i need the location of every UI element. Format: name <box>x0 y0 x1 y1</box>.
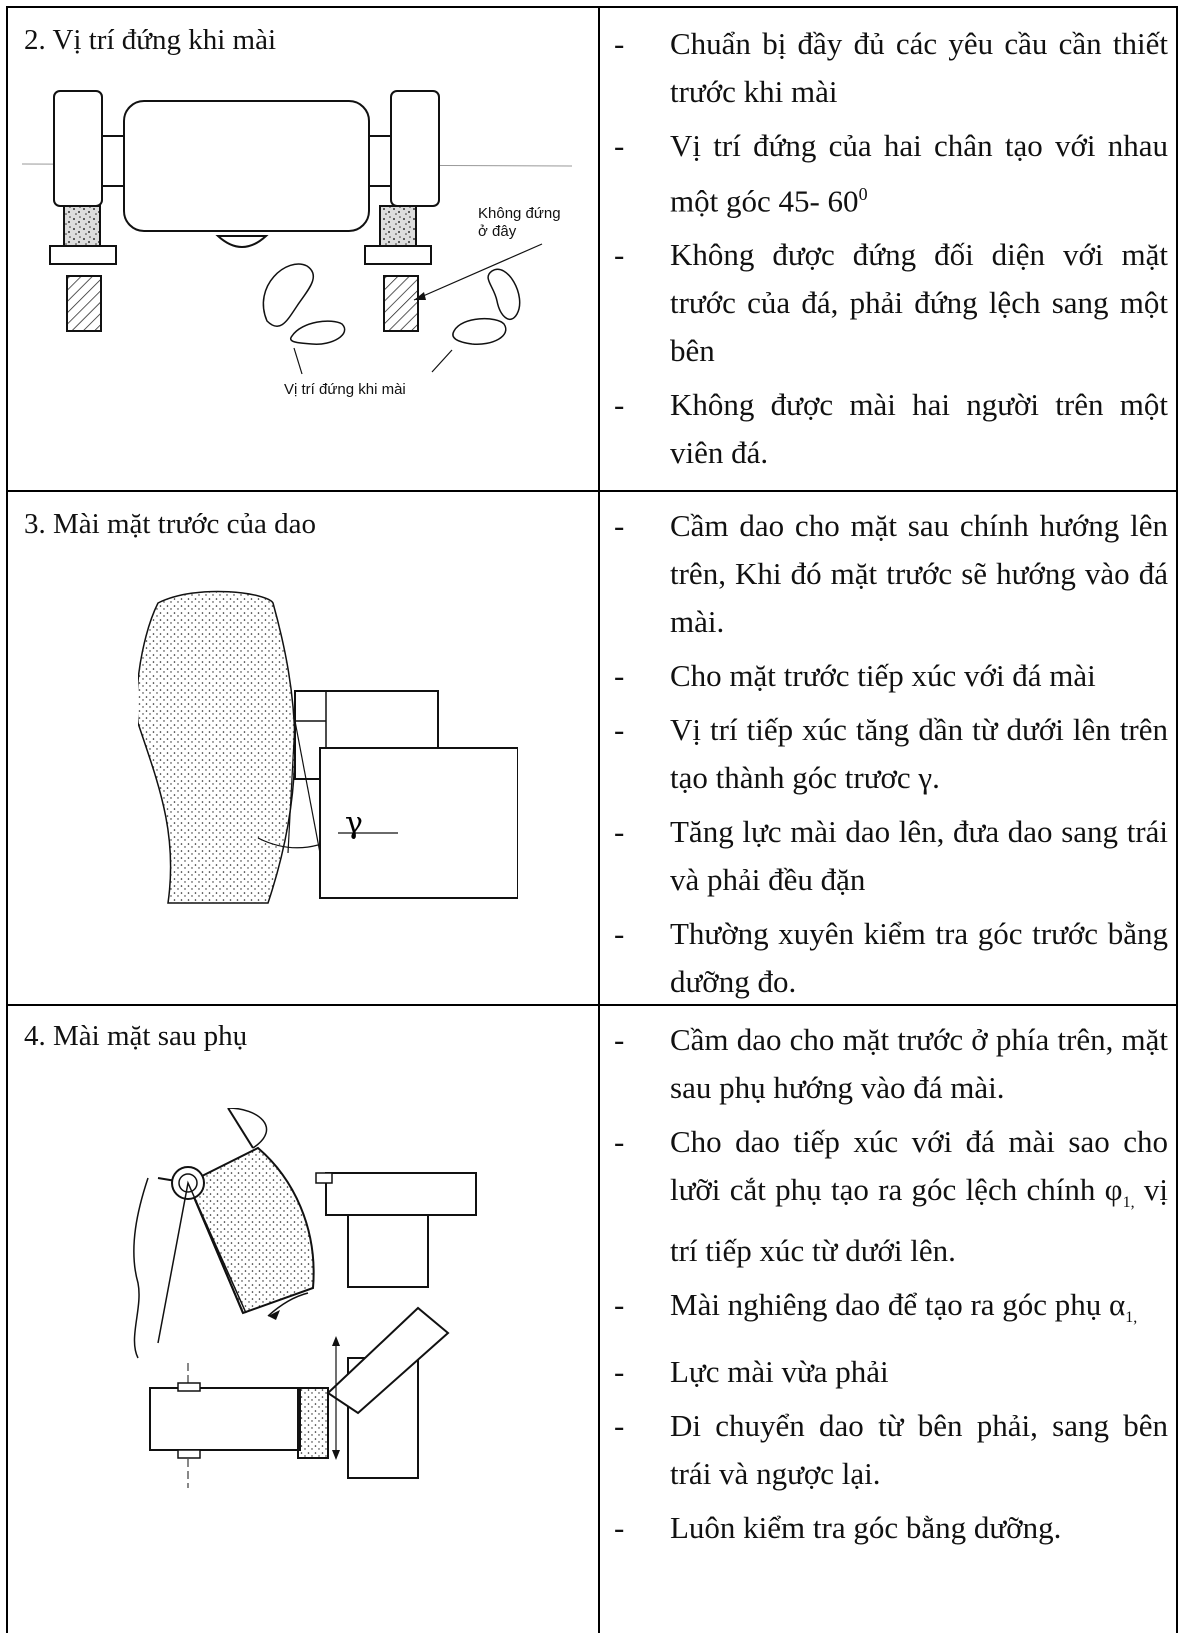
step-item: - Cho mặt trước tiếp xúc với đá mài <box>614 658 1096 693</box>
step-item: - Không được mài hai người trên một viên đá. <box>614 387 1168 471</box>
row-divider <box>8 490 1176 492</box>
step-item: - Vị trí tiếp xúc tăng dần từ dưới lên trên tạo thành góc trươc γ. <box>614 712 1168 795</box>
row-3-title: 3. Mài mặt trước của dao <box>24 508 316 540</box>
front-face-grinding-figure <box>138 583 518 913</box>
step-item: - Cầm dao cho mặt trước ở phía trên, mặt sau phụ hướng vào đá mài. <box>614 1022 1168 1105</box>
label-not-stand: Không đứng <box>478 205 561 222</box>
row-4-title: 4. Mài mặt sau phụ <box>24 1020 248 1052</box>
step-item: - Cho dao tiếp xúc với đá mài sao cho lưỡi cắt phụ tạo ra góc lệch chính $\varphi_{1,}$ vị trí tiếp xúc từ dưới lên. <box>614 1124 1168 1269</box>
step-item: - Di chuyển dao từ bên phải, sang bên trái và ngược lại. <box>614 1408 1168 1492</box>
label-stand-position: Vị trí đứng khi mài <box>284 381 406 398</box>
step-item: - Luôn kiểm tra góc bằng dưỡng. <box>614 1510 1062 1546</box>
step-item: - Tăng lực mài dao lên, đưa dao sang trái và phải đều đặn <box>614 814 1168 897</box>
column-divider <box>598 8 600 1633</box>
row-2-title: 2. Vị trí đứng khi mài <box>24 24 277 56</box>
step-item: - Thường xuyên kiểm tra góc trước bằng dưỡng đo. <box>614 916 1168 999</box>
row-4-steps <box>608 1016 1168 1558</box>
step-item: - Vị trí đứng của hai chân tạo với nhau một góc 45- $60^0$ <box>614 128 1168 219</box>
step-item: - Cầm dao cho mặt sau chính hướng lên trên, Khi đó mặt trước sẽ hướng vào đá mài. <box>614 508 1168 639</box>
step-item: - Không được đứng đối diện với mặt trước của đá, phải đứng lệch sang một bên <box>614 237 1168 369</box>
row-2-steps <box>608 20 1168 483</box>
row-3-steps <box>608 502 1168 1012</box>
label-not-stand-2: ở đây <box>478 223 517 240</box>
step-item: - Lực mài vừa phải <box>614 1354 889 1390</box>
step-item: - Chuẩn bị đầy đủ các yêu cầu cần thiết trước khi mài <box>614 26 1168 109</box>
gamma-label: γ <box>345 806 363 841</box>
procedure-table <box>6 6 1178 1633</box>
step-item: - Mài nghiêng dao để tạo ra góc phụ $\alpha_{1,}$ <box>614 1287 1138 1327</box>
standing-position-figure <box>22 86 592 406</box>
secondary-flank-grinding-figure <box>118 1108 488 1488</box>
